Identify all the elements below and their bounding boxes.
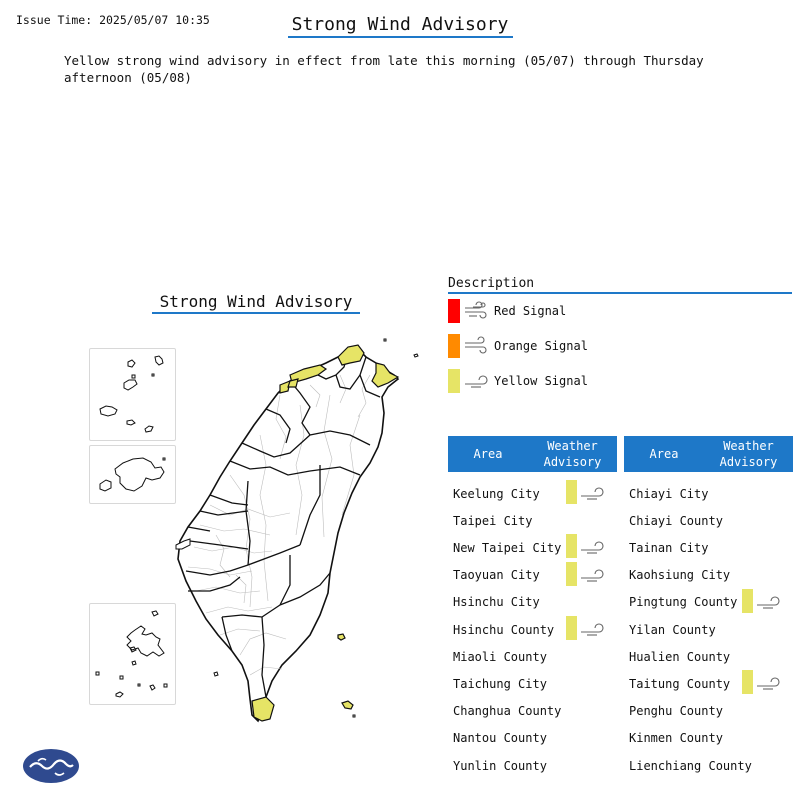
header-advisory-line2: Advisory <box>719 455 778 469</box>
wind-light-icon <box>755 592 783 612</box>
advisory-description: Yellow strong wind advisory in effect from late this morning (05/07) through Thursday afternoon (05/08) <box>64 53 704 85</box>
wind-light-icon <box>579 565 607 585</box>
table-row <box>624 725 793 752</box>
inset-matsu-map <box>89 348 176 441</box>
table-row <box>624 562 793 589</box>
advisory-area-pingtung-south <box>252 697 274 721</box>
table-row <box>624 670 793 697</box>
legend-red-label: Red Signal <box>494 304 567 318</box>
table-row <box>624 752 793 779</box>
table-row <box>624 534 793 561</box>
table-row <box>448 562 617 589</box>
table-row <box>448 643 617 670</box>
table-row <box>448 616 617 643</box>
table-row <box>448 480 617 507</box>
wind-light-icon <box>579 537 607 557</box>
table-header <box>448 436 617 472</box>
inset-kinmen-map <box>89 445 176 504</box>
area-name: Yunlin County <box>453 758 547 773</box>
table-row <box>624 507 793 534</box>
table-row <box>448 589 617 616</box>
cwa-logo <box>22 748 80 784</box>
header-area: Area <box>649 447 679 461</box>
advisory-yellow-swatch <box>742 589 753 613</box>
area-name: Kaohsiung City <box>629 568 731 583</box>
advisory-table-right <box>624 436 793 773</box>
legend-yellow-label: Yellow Signal <box>494 374 588 388</box>
table-row <box>624 643 793 670</box>
table-row <box>448 698 617 725</box>
legend-red-swatch <box>448 299 460 323</box>
table-row <box>448 507 617 534</box>
advisory-yellow-swatch <box>566 562 577 586</box>
advisory-area-keelung-northeast <box>372 363 398 387</box>
area-name: Taipei City <box>453 513 533 528</box>
legend-yellow-signal <box>448 369 588 393</box>
table-row <box>624 480 793 507</box>
wind-medium-icon <box>463 336 491 356</box>
legend-orange-signal <box>448 334 588 358</box>
table-row <box>624 589 793 616</box>
area-name: Chiayi City <box>629 486 709 501</box>
area-name: Taichung City <box>453 676 547 691</box>
area-name: Hsinchu City <box>453 595 540 610</box>
area-name: Lienchiang County <box>629 758 752 773</box>
area-name: Hualien County <box>629 649 731 664</box>
advisory-table-left <box>448 436 617 773</box>
area-name: Hsinchu County <box>453 622 555 637</box>
advisory-yellow-swatch <box>742 670 753 694</box>
advisory-area-orchid-island <box>342 701 353 709</box>
legend-underline <box>448 292 792 294</box>
area-name: Kinmen County <box>629 731 723 746</box>
advisory-area-taoyuan-coast <box>288 379 298 387</box>
title-underline <box>288 36 513 38</box>
wind-light-icon <box>579 619 607 639</box>
advisory-yellow-swatch <box>566 534 577 558</box>
area-name: Changhua County <box>453 704 562 719</box>
table-row <box>624 616 793 643</box>
advisory-yellow-swatch <box>566 616 577 640</box>
area-name: Penghu County <box>629 704 723 719</box>
legend-red-signal <box>448 299 566 323</box>
table-row <box>448 752 617 779</box>
table-row <box>448 725 617 752</box>
wind-light-icon <box>463 371 491 391</box>
table-row <box>448 534 617 561</box>
issue-time: Issue Time: 2025/05/07 10:35 <box>16 13 210 27</box>
header-weather-advisory <box>528 438 617 470</box>
page-title: Strong Wind Advisory <box>291 14 509 35</box>
header-advisory-line2: Advisory <box>543 455 602 469</box>
advisory-area-green-island <box>338 634 345 640</box>
wind-strong-icon <box>463 301 491 321</box>
area-name: Taoyuan City <box>453 568 540 583</box>
map-title-underline <box>152 312 360 314</box>
area-name: Keelung City <box>453 486 540 501</box>
legend-orange-swatch <box>448 334 460 358</box>
area-name: Miaoli County <box>453 649 547 664</box>
area-name: Tainan City <box>629 540 709 555</box>
header-advisory-line1: Weather <box>723 439 774 453</box>
area-name: New Taipei City <box>453 540 562 555</box>
table-row <box>624 698 793 725</box>
inset-penghu-map <box>89 603 176 705</box>
area-name: Pingtung County <box>629 595 738 610</box>
legend-yellow-swatch <box>448 369 460 393</box>
taiwan-map <box>170 335 430 730</box>
map-title: Strong Wind Advisory <box>159 292 353 311</box>
header-weather-advisory <box>704 438 793 470</box>
area-name: Nantou County <box>453 731 547 746</box>
header-area: Area <box>473 447 503 461</box>
table-row <box>448 670 617 697</box>
area-name: Chiayi County <box>629 513 723 528</box>
wind-light-icon <box>579 483 607 503</box>
legend-orange-label: Orange Signal <box>494 339 588 353</box>
area-name: Taitung County <box>629 676 731 691</box>
header-advisory-line1: Weather <box>547 439 598 453</box>
wind-light-icon <box>755 673 783 693</box>
table-header <box>624 436 793 472</box>
advisory-yellow-swatch <box>566 480 577 504</box>
legend-title: Description <box>448 276 535 291</box>
area-name: Yilan County <box>629 622 716 637</box>
